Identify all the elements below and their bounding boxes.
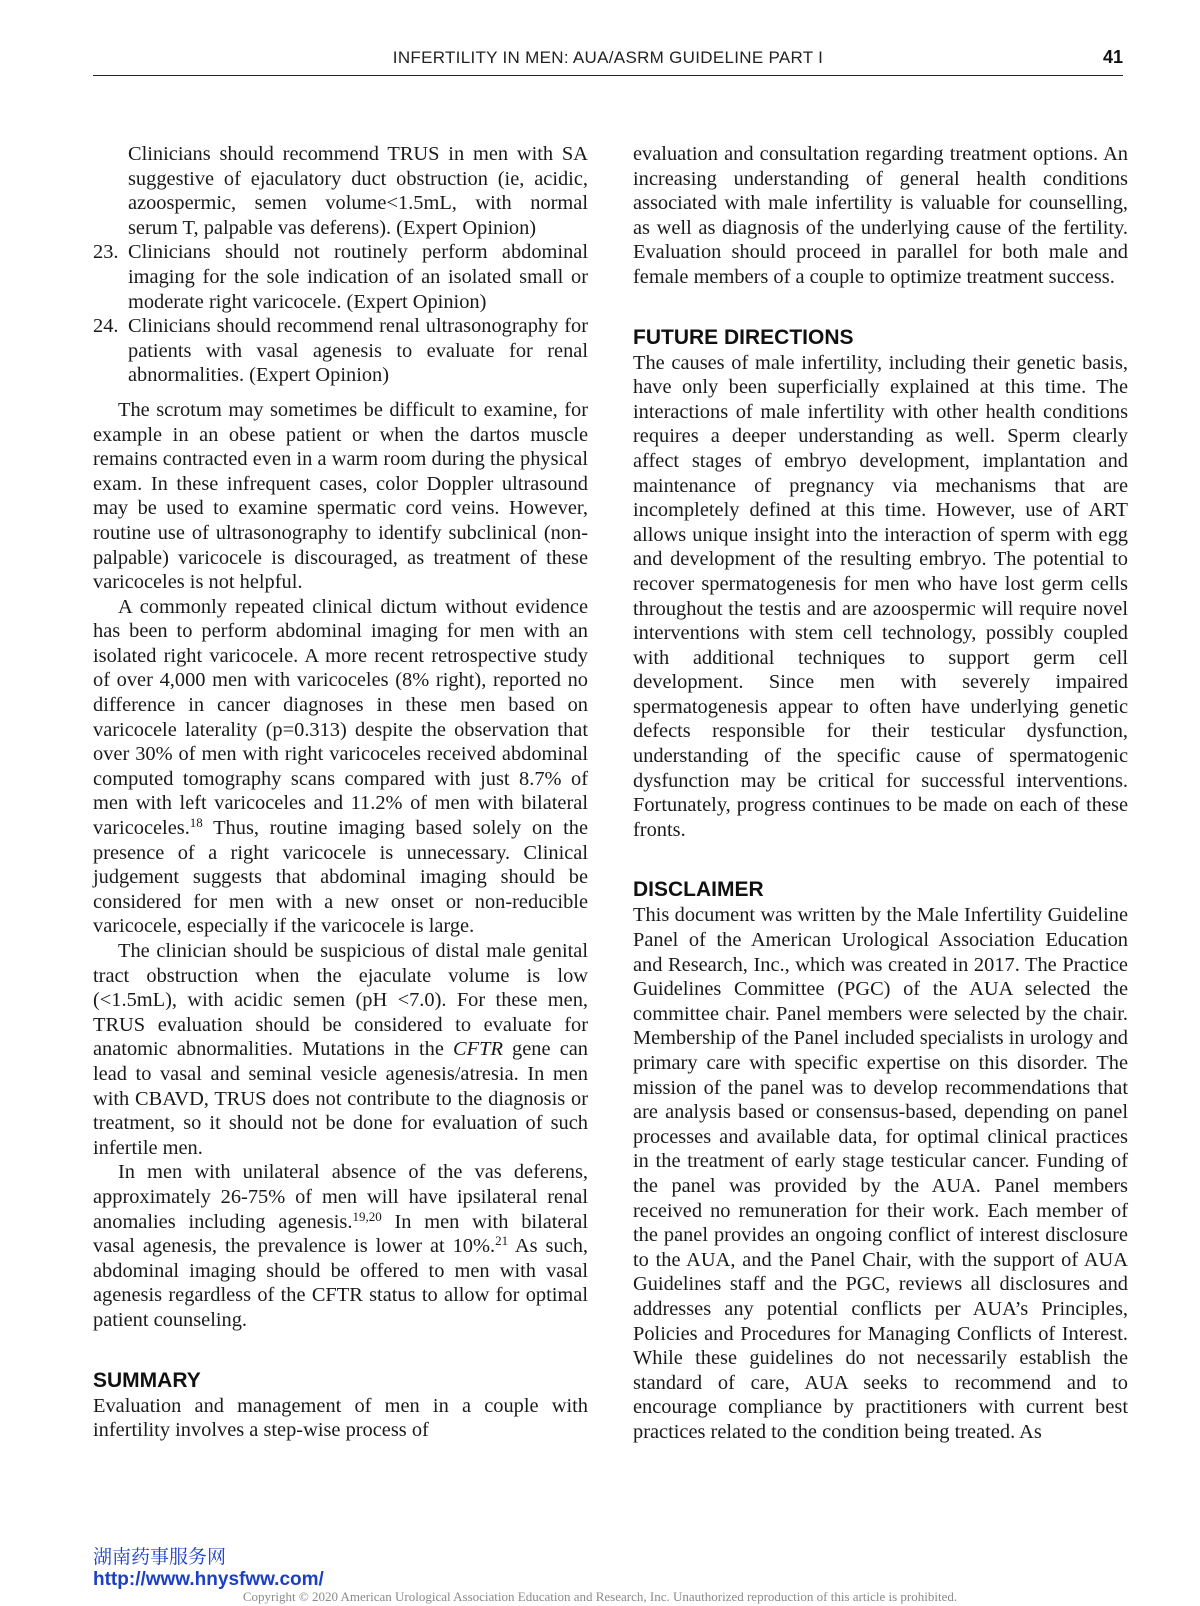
running-header <box>93 46 1123 76</box>
running-title: INFERTILITY IN MEN: AUA/ASRM GUIDELINE PART I <box>392 48 824 67</box>
paragraph-right-varicocele <box>93 595 588 939</box>
paragraph-text: Thus, routine imaging based solely on the presence of a right varicocele is unnecessary. Clinical judgement suggests that abdominal imaging should be considered for men with a new onset or non-reducible varicocele, especially if the varicocele is large. <box>93 817 588 938</box>
paragraph-text: The clinician should be suspicious of distal male genital tract obstruction when the ejaculate volume is low (<1.5mL), with acidic semen (pH <7.0). For these men, TRUS evaluation should be considered to evaluate for anatomic abnormalities. Mutations in the <box>93 940 588 1061</box>
recommendation-text: Clinicians should recommend TRUS in men with SA suggestive of ejaculatory duct obstruction (ie, acidic, azoospermic, semen volume<1.5mL, with normal serum T, palpable vas deferens). (Expert Opinion) <box>128 143 588 239</box>
recommendation-22-continued <box>93 142 588 240</box>
recommendation-24 <box>93 314 588 388</box>
page-number: 41 <box>1102 47 1123 67</box>
heading-future-directions: FUTURE DIRECTIONS <box>633 325 854 349</box>
paragraph-text: In men with unilateral absence of the vas deferens, approximately 26-75% of men will have ipsilateral renal anomalies including agenesis. <box>93 1161 588 1233</box>
gene-name: CFTR <box>453 1038 503 1061</box>
paragraph-future-directions: The causes of male infertility, including their genetic basis, have only been superficially explained at this time. The interactions of male infertility with other health conditions requires a deeper understanding as well. Sperm clearly affect stages of embryo development, implantation and maintenance of pregnancy via mechanisms that are incompletely defined at this time. However, use of ART allows unique insight into the interaction of sperm with egg and development of the resulting embryo. The potential to recover spermatogenesis for men who have lost germ cells throughout the testis and are azoospermic will require novel interventions with stem cell technology, possibly coupled with additional techniques to support germ cell development. Since men with severely impaired spermatogenesis appear to often have underlying genetic defects responsible for their testicular dysfunction, understanding of the specific cause of spermatogenic dysfunction may be critical for successful interventions. Fortunately, progress continues to be made on each of these fronts. <box>633 351 1128 841</box>
heading-disclaimer: DISCLAIMER <box>633 878 764 902</box>
paragraph-text: A commonly repeated clinical dictum without evidence has been to perform abdominal imaging for men with an isolated right varicocele. A more recent retrospective study of over 4,000 men with varicoceles (8% right), reported no difference in cancer diagnoses in these men based on varicocele laterality (p=0.313) despite the observation that over 30% of men with right varicoceles received abdominal computed tomography scans compared with just 8.7% of men with left varicoceles and 11.2% of men with bilateral varicoceles. <box>93 595 588 840</box>
recommendation-23 <box>93 240 588 314</box>
heading-summary: SUMMARY <box>93 1368 201 1392</box>
recommendation-text: Clinicians should not routinely perform abdominal imaging for the sole indication of an isolated small or moderate right varicocele. (Expert Opinion) <box>128 241 588 313</box>
paragraph-summary: Evaluation and management of men in a couple with infertility involves a step-wise process of <box>93 1394 588 1442</box>
watermark-site-name: 湖南药事服务网 <box>93 1546 227 1568</box>
citation: 19,20 <box>352 1208 382 1224</box>
right-column <box>633 142 1128 1445</box>
paragraph-vasal-agenesis <box>93 1160 588 1332</box>
copyright-notice: Copyright © 2020 American Urological Association Education and Research, Inc. Unauthorized reproduction of this article is prohibited. <box>242 1589 958 1604</box>
recommendation-text: Clinicians should recommend renal ultrasonography for patients with vasal agenesis to evaluate for renal abnormalities. (Expert Opinion) <box>128 315 588 387</box>
citation: 18 <box>189 815 203 831</box>
paragraph-text: gene can lead to vasal and seminal vesicle agenesis/atresia. In men with CBAVD, TRUS does not contribute to the diagnosis or treatment, so it should not be done for evaluation of such infertile men. <box>93 1038 588 1159</box>
paragraph-summary-continued: evaluation and consultation regarding treatment options. An increasing understanding of general health conditions associated with male infertility is valuable for counselling, as well as diagnosis of the underlying cause of the fertility. Evaluation should proceed in parallel for both male and female members of a couple to optimize treatment success. <box>633 143 1128 288</box>
paragraph-text: As such, abdominal imaging should be offered to men with vasal agenesis regardless of the CFTR status to allow for optimal patient counseling. <box>93 1235 588 1331</box>
recommendation-number: 23. <box>93 241 119 264</box>
paragraph-genital-obstruction <box>93 939 588 1160</box>
recommendation-number: 24. <box>93 315 119 338</box>
watermark-url-link[interactable]: http://www.hnysfww.com/ <box>93 1569 324 1590</box>
citation: 21 <box>495 1233 509 1249</box>
left-column <box>93 142 588 1443</box>
paragraph-text: In men with bilateral vasal agenesis, the prevalence is lower at 10%. <box>93 1210 589 1258</box>
paragraph-disclaimer: This document was written by the Male Infertility Guideline Panel of the American Urological Association Education and Research, Inc., which was created in 2017. The Practice Guidelines Committee (PGC) of the AUA selected the committee chair. Panel members were selected by the chair. Membership of the Panel included specialists in urology and primary care with specific expertise on this disorder. The mission of the panel was to develop recommendations that are analysis based or consensus-based, depending on panel processes and available data, for optimal clinical practices in the treatment of early stage testicular cancer. Funding of the panel was provided by the AUA. Panel members received no remuneration for their work. Each member of the panel provides an ongoing conflict of interest disclosure to the AUA, and the Panel Chair, with the support of AUA Guidelines staff and the PGC, reviews all disclosures and addresses any potential conflicts per AUA’s Principles, Policies and Procedures for Managing Conflicts of Interest. While these guidelines do not necessarily establish the standard of care, AUA seeks to recommend and to encourage compliance by practitioners with current best practices related to the condition being treated. As <box>633 904 1128 1443</box>
watermark <box>93 1545 324 1591</box>
paragraph-scrotum-exam: The scrotum may sometimes be difficult to examine, for example in an obese patient or when the dartos muscle remains contracted even in a warm room during the physical exam. In these infrequent cases, color Doppler ultrasound may be used to examine spermatic cord veins. However, routine use of ultrasonography to identify subclinical (non-palpable) varicocele is discouraged, as treatment of these varicoceles is not helpful. <box>93 398 588 594</box>
